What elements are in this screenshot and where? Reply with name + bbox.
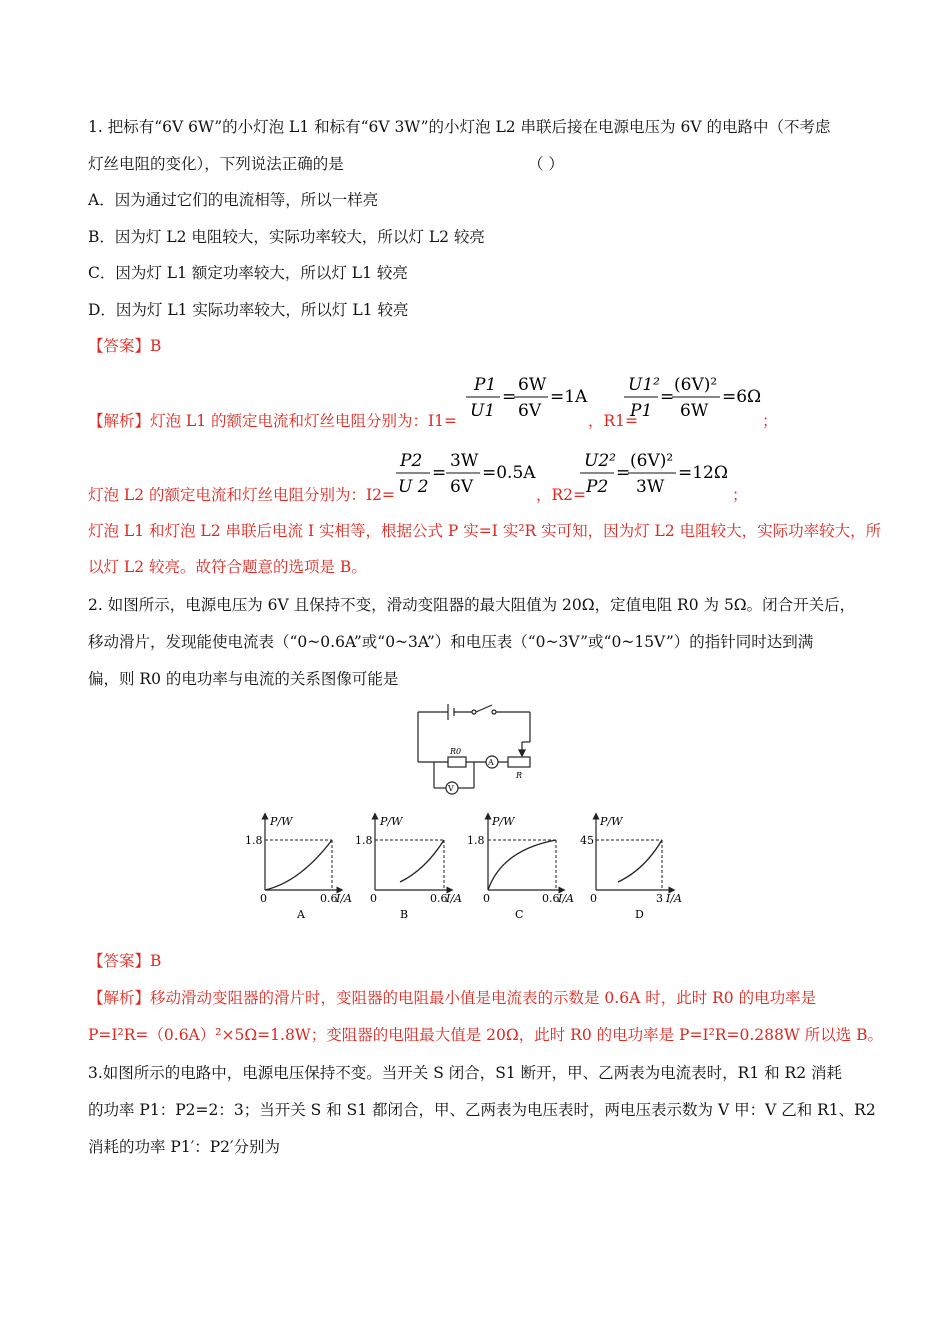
q1-option-c: C．因为灯 L1 额定功率较大，所以灯 L1 较亮 [88,264,408,282]
q1-exp4: 以灯 L2 较亮。故符合题意的选项是 B。 [88,558,367,576]
graph-c-origin: 0 [483,892,490,905]
q1-answer: 【答案】B [88,337,162,355]
formula-i2 [394,446,544,506]
q1-option-a: A．因为通过它们的电流相等，所以一样亮 [88,191,379,209]
q2-stem-line2: 移动滑片，发现能使电流表（“0~0.6A”或“0~3A”）和电压表（“0~3V”或“0~15V”）的指针同时达到满 [88,633,814,651]
label-r0: R0 [450,747,462,756]
switch-contact [472,710,476,714]
q2-stem-line1: 2. 如图所示，电源电压为 6V 且保持不变，滑动变阻器的最大阻值为 20Ω，定值电阻 R0 为 5Ω。闭合开关后， [88,596,856,614]
graph-a-ylabel: P/W [270,815,293,828]
graph-b [355,815,462,921]
q1-exp2-mid: ，R2= [536,486,587,504]
graph-d-ylabel: P/W [600,815,623,828]
q3-stem-line1: 3.如图所示的电路中，电源电压保持不变。当开关 S 闭合，S1 断开，甲、乙两表为电流表时，R1 和 R2 消耗 [88,1064,843,1082]
label-r: R [516,771,523,780]
q2-graph-options [240,810,710,925]
q1-exp3: 灯泡 L1 和灯泡 L2 串联后电流 I 实相等，根据公式 P 实=I 实²R 实可知，因为灯 L2 电阻较大，实际功率较大，所 [88,522,882,540]
formula-r2 [578,446,738,506]
svg-text:=: = [502,387,517,407]
graph-d [580,815,682,921]
svg-text:=: = [432,463,447,483]
graph-a-xval: 0.6 [320,892,338,905]
q1-option-d: D．因为灯 L1 实际功率较大，所以灯 L1 较亮 [88,301,409,319]
curve-d [618,840,662,882]
f4-result: =12Ω [678,463,728,483]
f1-num2: 6W [518,375,547,395]
q2-answer: 【答案】B [88,952,162,970]
q1-answer-paren: （ ） [528,155,564,173]
q1-stem-line2: 灯丝电阻的变化），下列说法正确的是 [88,155,344,173]
switch-lever [476,705,492,712]
graph-c-xval: 0.6 [542,892,560,905]
graph-b-xval: 0.6 [430,892,448,905]
f2-result: =6Ω [722,387,762,407]
svg-text:=: = [616,463,631,483]
q1-exp1-prefix: 【解析】灯泡 L1 的额定电流和灯丝电阻分别为：I1= [88,412,457,430]
graph-b-yval: 1.8 [355,834,373,847]
q1-exp1-mid: ，R1= [588,412,639,430]
q1-exp1-end: ； [762,412,778,430]
graph-c-id: C [515,908,524,921]
f4-num: U2² [584,451,616,471]
formula-r1 [622,370,772,430]
label-ammeter: A [488,758,494,767]
graph-b-id: B [400,908,409,921]
f2-den: P1 [630,401,653,421]
f3-num2: 3W [450,451,479,471]
q2-exp1: 【解析】移动滑动变阻器的滑片时，变阻器的电阻最小值是电流表的示数是 0.6A 时，此时 R0 的电功率是 [88,989,817,1007]
graph-d-xlabel: I/A [666,892,682,905]
f3-result: =0.5A [482,463,536,483]
q2-circuit-diagram [410,700,550,798]
curve-c [488,840,556,890]
f4-num2: (6V)² [630,451,674,471]
graph-c-xlabel: I/A [558,892,574,905]
svg-text:=: = [660,387,675,407]
q1-exp2-end: ； [732,486,748,504]
curve-b [400,840,444,882]
q1-stem-line1: 1. 把标有“6V 6W”的小灯泡 L1 和标有“6V 3W”的小灯泡 L2 串联后接在电源电压为 6V 的电路中（不考虑 [88,118,831,136]
q2-exp2: P=I²R=（0.6A）²×5Ω=1.8W；变阻器的电阻最大值是 20Ω，此时 R0 的电功率是 P=I²R=0.288W 所以选 B。 [88,1026,884,1044]
f2-num2: (6V)² [674,375,718,395]
f1-num: P1 [474,375,497,395]
f3-den2: 6V [450,477,474,497]
graph-d-origin: 0 [590,892,597,905]
graph-b-origin: 0 [370,892,377,905]
label-voltmeter: V [448,784,454,793]
graph-a-id: A [297,908,305,921]
q1-exp2-prefix: 灯泡 L2 的额定电流和灯丝电阻分别为：I2= [88,486,395,504]
curve-a [265,840,332,890]
f1-result: =1A [550,387,588,407]
graph-c-yval: 1.8 [467,834,485,847]
f1-den2: 6V [518,401,542,421]
q1-option-b: B．因为灯 L2 电阻较大，实际功率较大，所以灯 L2 较亮 [88,228,485,246]
graph-d-id: D [635,908,644,921]
f3-num: P2 [400,451,423,471]
graph-b-xlabel: I/A [446,892,462,905]
graph-a-origin: 0 [260,892,267,905]
q2-stem-line3: 偏，则 R0 的电功率与电流的关系图像可能是 [88,670,399,688]
f4-den2: 3W [636,477,665,497]
graph-d-xval: 3 [656,892,663,905]
f4-den: P2 [586,477,609,497]
f3-den: U 2 [398,477,429,497]
graph-c [467,815,574,921]
f1-den: U1 [470,401,496,421]
formula-i1 [462,370,592,430]
f2-den2: 6W [680,401,709,421]
rheostat-r [508,757,530,767]
graph-a [245,815,352,921]
graph-b-ylabel: P/W [380,815,403,828]
q3-stem-line2: 的功率 P1：P2=2：3；当开关 S 和 S1 都闭合，甲、乙两表为电压表时，两电压表示数为 V 甲：V 乙和 R1、R2 [88,1101,876,1119]
graph-a-yval: 1.8 [245,834,263,847]
graph-d-yval: 45 [580,834,594,847]
resistor-r0 [448,757,466,767]
f2-num: U1² [628,375,660,395]
graph-a-xlabel: I/A [336,892,352,905]
graph-c-ylabel: P/W [492,815,515,828]
q3-stem-line3: 消耗的功率 P1′：P2′分别为 [88,1138,281,1156]
